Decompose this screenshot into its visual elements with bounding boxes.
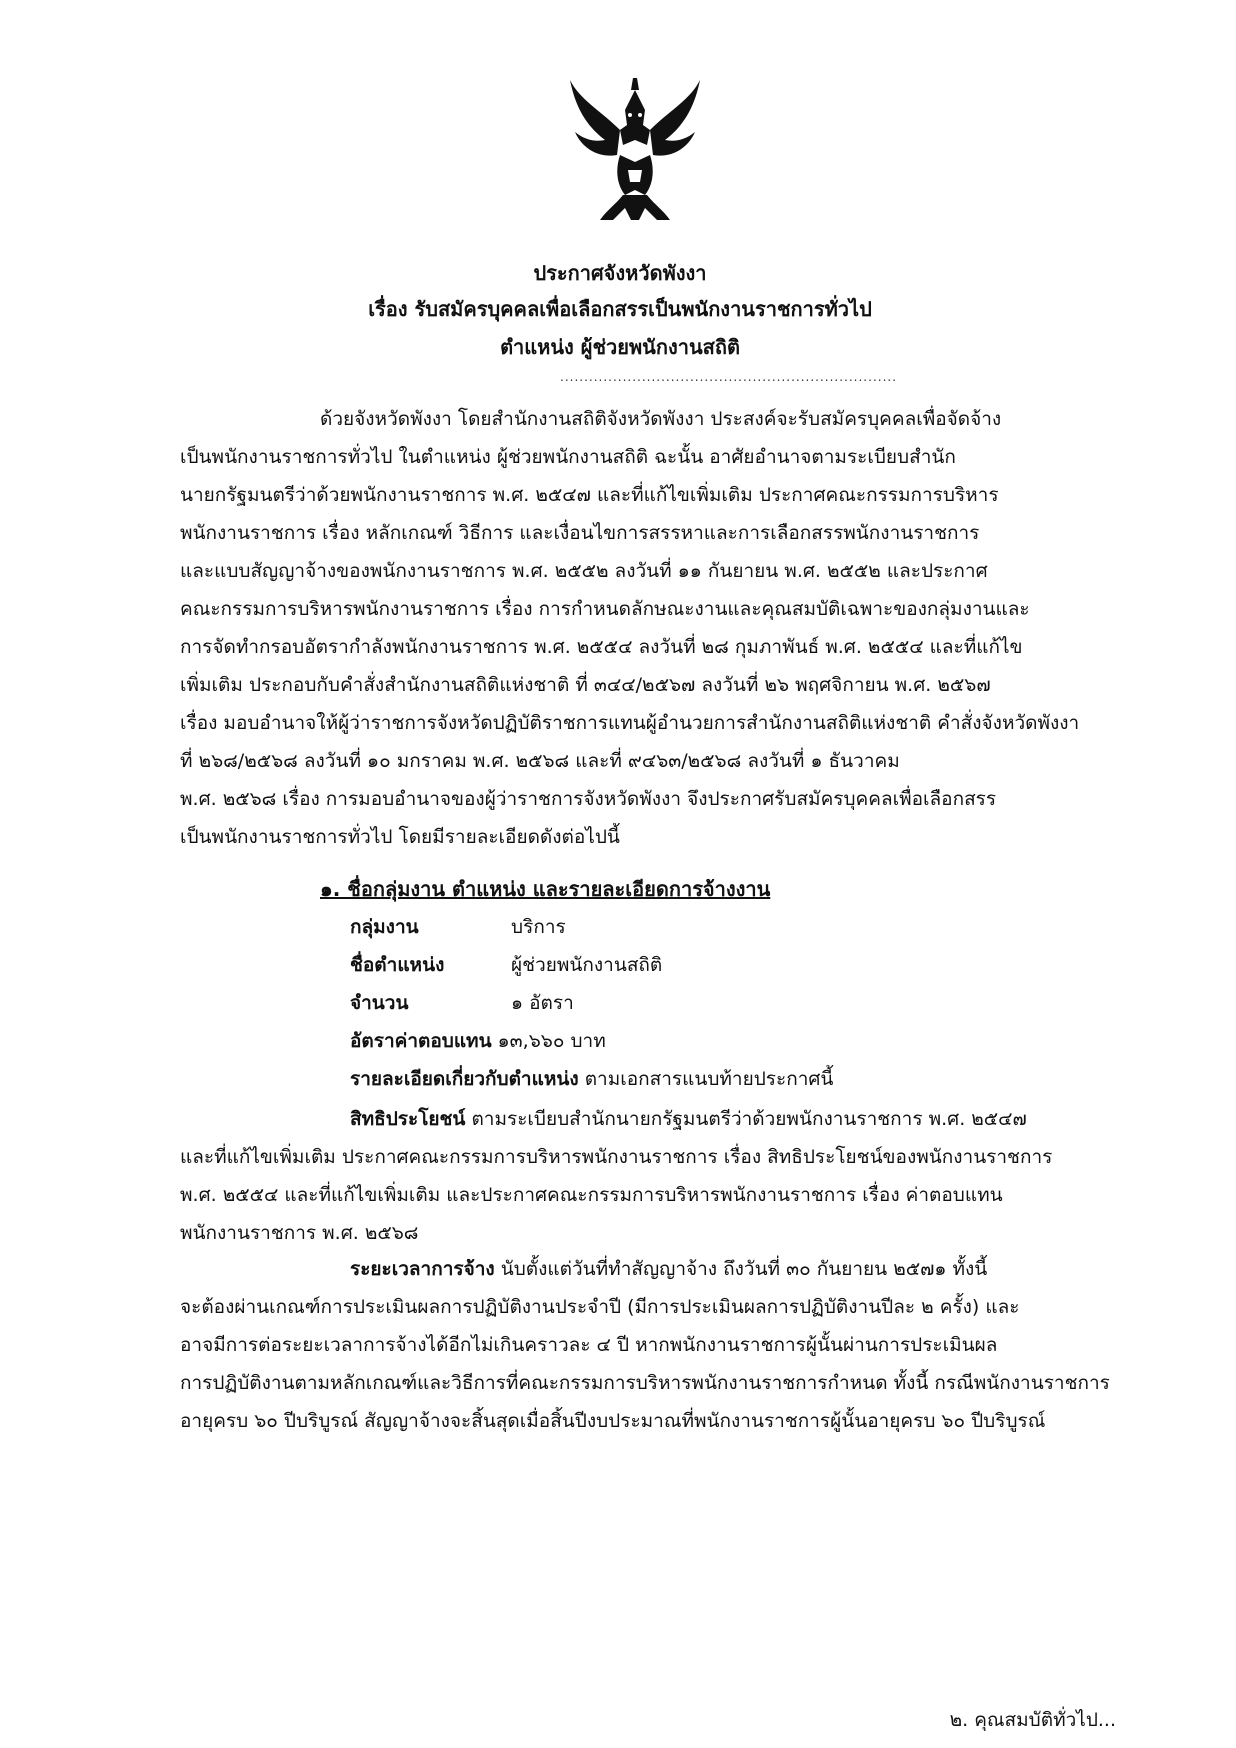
separator-dots: ...................................................................... [560, 370, 898, 384]
benefit-label: สิทธิประโยชน์ [350, 1108, 466, 1130]
term-first-line [180, 1250, 1115, 1288]
benefit-first-line [180, 1100, 1115, 1138]
term-line: การปฏิบัติงานตามหลักเกณฑ์และวิธีการที่คณะกรรมการบริหารพนักงานราชการกำหนด ทั้งนี้ กรณีพนักงานราชการ [180, 1372, 1110, 1394]
announcement-position: ตำแหน่ง ผู้ช่วยพนักงานสถิติ [500, 335, 740, 359]
intro-paragraph [180, 400, 1115, 856]
term-first-text: นับตั้งแต่วันที่ทำสัญญาจ้าง ถึงวันที่ ๓๐ กันยายน ๒๕๗๑ ทั้งนี้ [500, 1258, 988, 1280]
term-label: ระยะเวลาการจ้าง [350, 1258, 495, 1280]
group-row [350, 912, 566, 942]
position-value: ผู้ช่วยพนักงานสถิติ [511, 954, 663, 976]
benefit-line: พ.ศ. ๒๕๕๔ และที่แก้ไขเพิ่มเติม และประกาศคณะกรรมการบริหารพนักงานราชการ เรื่อง ค่าตอบแทน [180, 1184, 1003, 1206]
benefit-line: และที่แก้ไขเพิ่มเติม ประกาศคณะกรรมการบริหารพนักงานราชการ เรื่อง สิทธิประโยชน์ของพนักงานราชการ [180, 1146, 1053, 1168]
intro-line: ด้วยจังหวัดพังงา โดยสำนักงานสถิติจังหวัดพังงา ประสงค์จะรับสมัครบุคคลเพื่อจัดจ้าง [320, 408, 1002, 430]
count-row [350, 988, 574, 1018]
term-paragraph [180, 1250, 1115, 1440]
intro-line: พ.ศ. ๒๕๖๘ เรื่อง การมอบอำนาจของผู้ว่าราชการจังหวัดพังงา จึงประกาศรับสมัครบุคคลเพื่อเลือกสรร [180, 788, 997, 810]
next-page-continuation: ๒. คุณสมบัติทั่วไป... [949, 1709, 1116, 1731]
intro-line: เพิ่มเติม ประกอบกับคำสั่งสำนักงานสถิติแห่งชาติ ที่ ๓๔๔/๒๕๖๗ ลงวันที่ ๒๖ พฤศจิกายน พ.ศ. ๒๕๖๗ [180, 674, 991, 696]
intro-line: พนักงานราชการ เรื่อง หลักเกณฑ์ วิธีการ และเงื่อนไขการสรรหาและการเลือกสรรพนักงานราชการ [180, 522, 980, 544]
intro-line: เป็นพนักงานราชการทั่วไป ในตำแหน่ง ผู้ช่วยพนักงานสถิติ ฉะนั้น อาศัยอำนาจตามระเบียบสำนัก [180, 446, 956, 468]
pay-row [350, 1026, 606, 1056]
intro-line: เป็นพนักงานราชการทั่วไป โดยมีรายละเอียดดังต่อไปนี้ [180, 826, 620, 848]
position-label: ชื่อตำแหน่ง [350, 954, 445, 976]
pay-value: ๑๓,๖๖๐ บาท [497, 1030, 606, 1052]
announcement-title: ประกาศจังหวัดพังงา [533, 261, 707, 285]
count-value: ๑ อัตรา [511, 992, 574, 1014]
intro-line: คณะกรรมการบริหารพนักงานราชการ เรื่อง การกำหนดลักษณะงานและคุณสมบัติเฉพาะของกลุ่มงานและ [180, 598, 1030, 620]
group-label: กลุ่มงาน [350, 916, 419, 938]
term-line: อายุครบ ๖๐ ปีบริบูรณ์ สัญญาจ้างจะสิ้นสุดเมื่อสิ้นปีงบประมาณที่พนักงานราชการผู้นั้นอายุครบ ๖๐ ปีบริบูรณ์ [180, 1410, 1046, 1432]
intro-line: ที่ ๒๖๘/๒๕๖๘ ลงวันที่ ๑๐ มกราคม พ.ศ. ๒๕๖๘ และที่ ๙๔๖๓/๒๕๖๘ ลงวันที่ ๑ ธันวาคม [180, 750, 900, 772]
garuda-emblem-icon [565, 70, 705, 240]
intro-line: นายกรัฐมนตรีว่าด้วยพนักงานราชการ พ.ศ. ๒๕๔๗ และที่แก้ไขเพิ่มเติม ประกาศคณะกรรมการบริหาร [180, 484, 999, 506]
announcement-subject: เรื่อง รับสมัครบุคคลเพื่อเลือกสรรเป็นพนักงานราชการทั่วไป [368, 297, 872, 321]
benefit-paragraph [180, 1100, 1115, 1252]
position-row [350, 950, 662, 980]
details-row [350, 1064, 833, 1094]
term-line: จะต้องผ่านเกณฑ์การประเมินผลการปฏิบัติงานประจำปี (มีการประเมินผลการปฏิบัติงานปีละ ๒ ครั้ง) และ [180, 1296, 1020, 1318]
section1-heading: ๑. ชื่อกลุ่มงาน ตำแหน่ง และรายละเอียดการจ้างงาน [320, 877, 771, 901]
intro-line: การจัดทำกรอบอัตรากำลังพนักงานราชการ พ.ศ. ๒๕๕๔ ลงวันที่ ๒๘ กุมภาพันธ์ พ.ศ. ๒๕๕๔ และที่แก้ไข [180, 636, 1023, 658]
details-value: ตามเอกสารแนบท้ายประกาศนี้ [584, 1068, 834, 1090]
group-value: บริการ [511, 916, 566, 938]
pay-label: อัตราค่าตอบแทน [350, 1030, 492, 1052]
intro-line: เรื่อง มอบอำนาจให้ผู้ว่าราชการจังหวัดปฏิบัติราชการแทนผู้อำนวยการสำนักงานสถิติแห่งชาติ คำสั่งจังหวัดพังงา [180, 712, 1080, 734]
benefit-line: พนักงานราชการ พ.ศ. ๒๕๖๘ [180, 1222, 419, 1244]
count-label: จำนวน [350, 992, 409, 1014]
details-label: รายละเอียดเกี่ยวกับตำแหน่ง [350, 1068, 579, 1090]
intro-line: และแบบสัญญาจ้างของพนักงานราชการ พ.ศ. ๒๕๕๒ ลงวันที่ ๑๑ กันยายน พ.ศ. ๒๕๕๒ และประกาศ [180, 560, 988, 582]
term-line: อาจมีการต่อระยะเวลาการจ้างได้อีกไม่เกินคราวละ ๔ ปี หากพนักงานราชการผู้นั้นผ่านการประเมินผล [180, 1334, 998, 1356]
benefit-first-text: ตามระเบียบสำนักนายกรัฐมนตรีว่าด้วยพนักงานราชการ พ.ศ. ๒๕๔๗ [471, 1108, 1027, 1130]
